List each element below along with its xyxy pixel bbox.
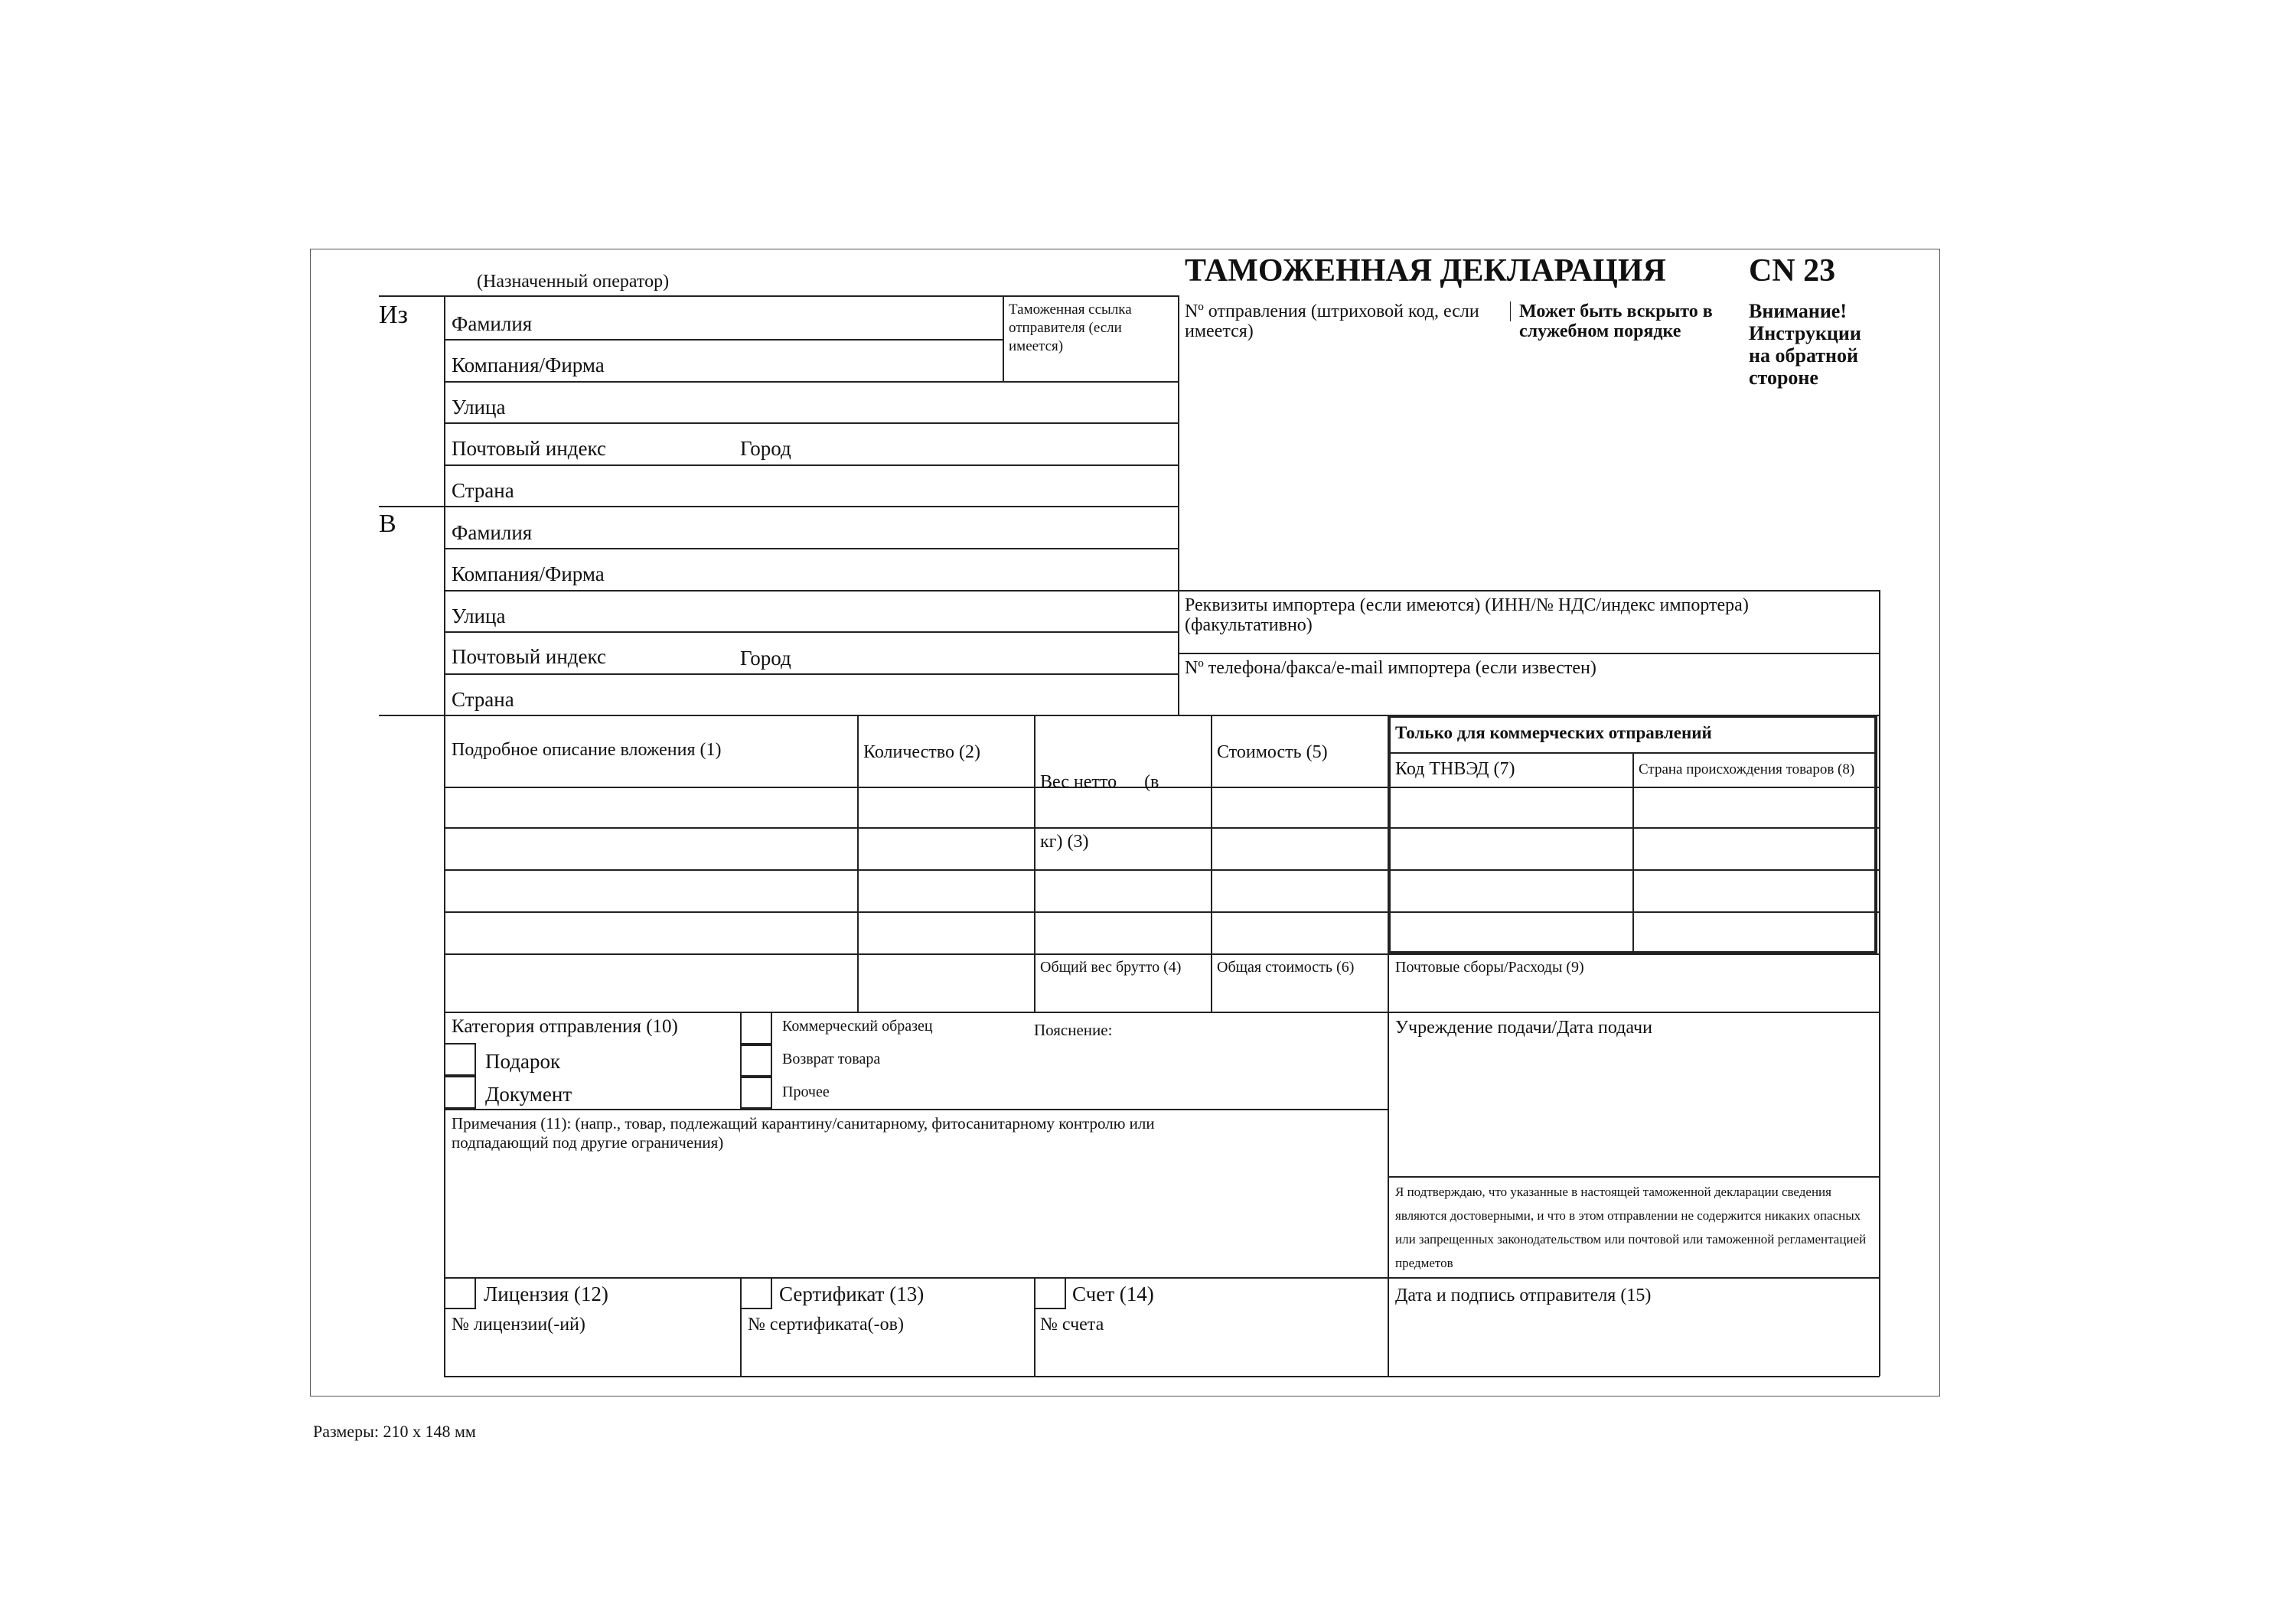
postal-charges-label[interactable]: Почтовые сборы/Расходы (9) [1395, 959, 1584, 976]
notice-line: на обратной [1749, 344, 1858, 367]
addressee-surname-field[interactable]: Фамилия [452, 521, 533, 544]
addressee-postcode-rule [444, 673, 1178, 675]
form-right-rule [1879, 590, 1880, 1376]
description-header: Подробное описание вложения (1) [452, 740, 722, 760]
origin-col-rule [1632, 752, 1634, 954]
to-label: В [379, 510, 396, 538]
quantity-header: Количество (2) [863, 742, 980, 762]
invoice-checkbox[interactable] [1034, 1277, 1066, 1309]
item-description-cell[interactable] [445, 871, 856, 910]
customs-ref-line: имеется) [1009, 338, 1064, 354]
certification-top-rule [1388, 1176, 1880, 1178]
addressee-street-field[interactable]: Улица [452, 605, 506, 627]
contents-bottom-rule [444, 1012, 1880, 1013]
customs-ref-rule [1003, 295, 1004, 381]
importer-top-rule [1178, 590, 1880, 592]
form-title: ТАМОЖЕННАЯ ДЕКЛАРАЦИЯ [1185, 253, 1666, 288]
importer-reference-line: Реквизиты импортера (если имеются) (ИНН/№ НДС/индекс импортера) [1185, 595, 1749, 615]
sender-postcode-rule [444, 464, 1178, 466]
document-checkbox[interactable] [444, 1076, 476, 1109]
sender-top-rule [379, 295, 1179, 297]
certification-line: Я подтверждаю, что указанные в настоящей таможенной декларации сведения [1395, 1185, 1831, 1199]
sender-country-rule [444, 506, 1178, 507]
form-code: CN 23 [1749, 253, 1836, 288]
net-weight-line: кг) (3) [1040, 832, 1089, 852]
item-number-line: Nº отправления (штриховой код, если [1185, 301, 1479, 321]
returned-goods-label: Возврат товара [782, 1051, 881, 1067]
certification-line: предметов [1395, 1256, 1453, 1270]
importer-reference-field[interactable] [1185, 595, 1749, 635]
licence-checkbox[interactable] [444, 1277, 476, 1309]
item-description-cell[interactable] [445, 788, 856, 826]
form-bottom-rule [444, 1376, 1880, 1377]
notice-line: Инструкции [1749, 322, 1861, 344]
commercial-only-header: Только для коммерческих отправлений [1395, 723, 1712, 742]
value-col-rule [1211, 715, 1212, 1012]
notice-line: стороне [1749, 367, 1818, 389]
office-of-origin-field[interactable]: Учреждение подачи/Дата подачи [1395, 1018, 1652, 1038]
may-be-opened-line: Может быть вскрыто в [1519, 301, 1713, 321]
sender-company-rule [444, 381, 1178, 383]
certificate-number-field[interactable]: № сертификата(-ов) [748, 1315, 904, 1335]
licence-label: Лицензия (12) [484, 1282, 608, 1305]
item-description-cell[interactable] [445, 913, 856, 952]
licence-number-field[interactable]: № лицензии(-ий) [452, 1315, 585, 1335]
origin-country-header: Страна происхождения товаров (8) [1639, 761, 1855, 777]
sender-surname-rule [444, 339, 1003, 341]
certification-line: являются достоверными, и что в этом отправлении не содержится никаких опасных [1395, 1208, 1861, 1223]
category-bottom-rule [444, 1109, 1388, 1110]
commercial-sample-label: Коммерческий образец [782, 1018, 933, 1035]
addressee-surname-rule [444, 548, 1178, 549]
sender-company-field[interactable]: Компания/Фирма [452, 354, 605, 376]
customs-ref-line: Таможенная ссылка [1009, 301, 1132, 318]
other-checkbox[interactable] [740, 1077, 772, 1109]
addressee-country-field[interactable]: Страна [452, 688, 514, 711]
item-number-field[interactable] [1185, 301, 1479, 341]
addressee-company-rule [444, 590, 1178, 592]
addressee-postcode-field[interactable]: Почтовый индекс [452, 645, 606, 668]
hs-code-header: Код ТНВЭД (7) [1395, 759, 1515, 779]
importer-contact-field[interactable]: Nº телефона/факса/e-mail импортера (если известен) [1185, 658, 1596, 678]
importer-contact-rule [1178, 653, 1880, 654]
comments-field[interactable] [452, 1114, 1155, 1152]
may-be-opened-line: служебном порядке [1519, 321, 1681, 341]
certification-line: или запрещенных законодательством или почтовой или таможенной регламентацией [1395, 1232, 1867, 1247]
comments-line: Примечания (11): (напр., товар, подлежащий карантину/санитарному, фитосанитарному контролю или [452, 1114, 1155, 1133]
certification-statement [1395, 1180, 1866, 1275]
sender-country-field[interactable]: Страна [452, 479, 514, 502]
notice-line: Внимание! [1749, 300, 1847, 322]
certificate-checkbox[interactable] [740, 1277, 772, 1309]
gift-checkbox[interactable] [444, 1043, 476, 1076]
document-label: Документ [485, 1083, 572, 1106]
gift-label: Подарок [485, 1050, 561, 1073]
quantity-col-rule [857, 715, 859, 1012]
sender-postcode-field[interactable]: Почтовый индекс [452, 437, 606, 460]
addressee-street-rule [444, 631, 1178, 633]
item-number-line: имеется) [1185, 321, 1254, 341]
total-gross-weight-label[interactable]: Общий вес брутто (4) [1040, 959, 1182, 976]
net-weight-header [1040, 732, 1159, 872]
addressee-company-field[interactable]: Компания/Фирма [452, 562, 605, 585]
total-value-label[interactable]: Общая стоимость (6) [1217, 959, 1355, 976]
category-label: Категория отправления (10) [452, 1016, 678, 1037]
commercial-sample-checkbox[interactable] [740, 1012, 772, 1045]
sender-signature-field[interactable]: Дата и подпись отправителя (15) [1395, 1286, 1652, 1305]
sender-surname-field[interactable]: Фамилия [452, 312, 533, 335]
net-weight-line: Вес нетто (в [1040, 772, 1159, 792]
sender-street-rule [444, 422, 1178, 424]
instructions-notice [1749, 300, 1861, 389]
customs-ref-line: отправителя (если [1009, 320, 1122, 336]
addressee-city-field[interactable]: Город [740, 647, 791, 670]
documents-top-rule [444, 1277, 1880, 1279]
from-label: Из [379, 301, 408, 329]
explanation-field[interactable]: Пояснение: [1034, 1021, 1113, 1039]
item-description-cell[interactable] [445, 829, 856, 868]
invoice-number-field[interactable]: № счета [1040, 1315, 1104, 1335]
sender-customs-reference-field[interactable] [1009, 301, 1132, 356]
sender-street-field[interactable]: Улица [452, 396, 506, 419]
addressee-top-rule-left [379, 506, 444, 507]
item-number-divider [1510, 301, 1511, 321]
value-header: Стоимость (5) [1217, 742, 1328, 762]
dimensions-note: Размеры: 210 х 148 мм [313, 1422, 476, 1441]
other-label: Прочее [782, 1084, 830, 1100]
invoice-label: Счет (14) [1072, 1282, 1154, 1305]
may-be-opened-notice [1519, 301, 1713, 341]
certificate-label: Сертификат (13) [779, 1282, 925, 1305]
importer-reference-line: (факультативно) [1185, 615, 1313, 635]
comments-line: подпадающий под другие ограничения) [452, 1133, 724, 1152]
sender-city-field[interactable]: Город [740, 437, 791, 460]
weight-col-rule [1034, 715, 1035, 1012]
returned-goods-checkbox[interactable] [740, 1045, 772, 1077]
designated-operator-label: (Назначенный оператор) [477, 272, 670, 292]
